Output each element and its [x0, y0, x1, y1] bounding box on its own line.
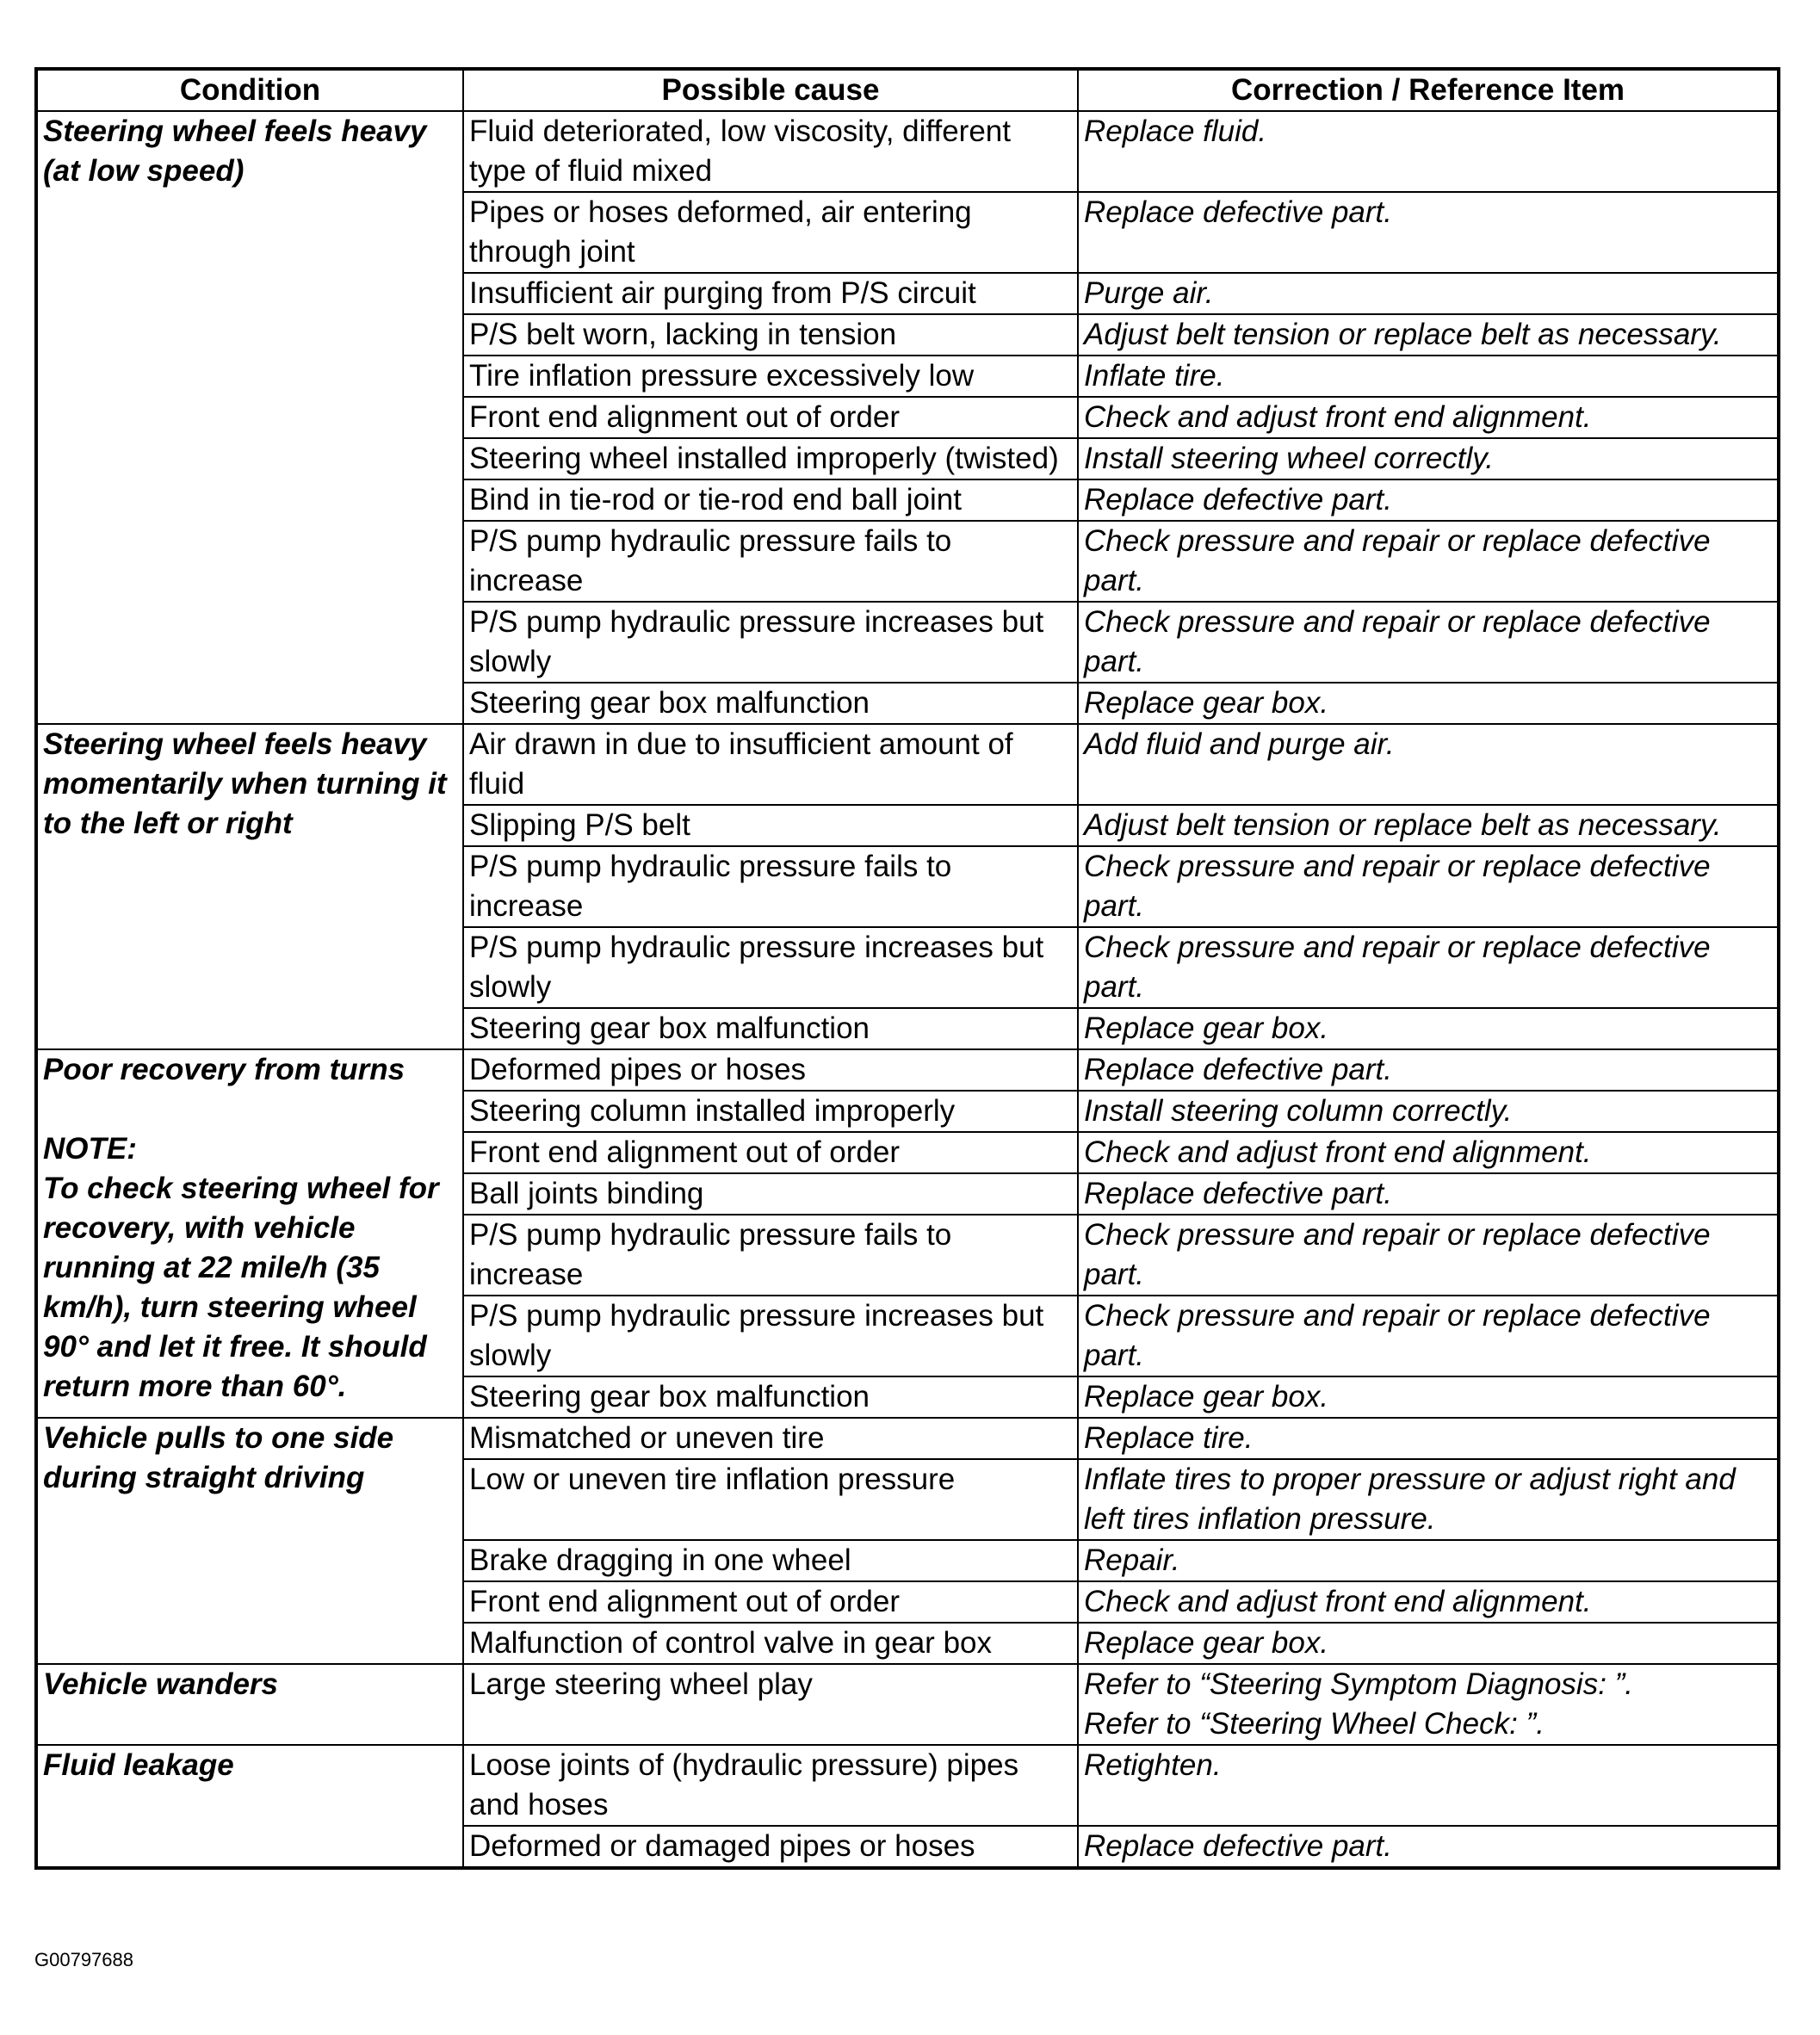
correction-text: Refer to “Steering Symptom Diagnosis: ”.: [1084, 1667, 1634, 1701]
table-row: [36, 1664, 1779, 1745]
correction-cell: [1078, 314, 1779, 356]
correction-text: Replace defective part.: [1084, 483, 1392, 516]
possible-cause-cell: Steering gear box malfunction: [463, 1008, 1078, 1049]
possible-cause-cell: Fluid deteriorated, low viscosity, different type of fluid mixed: [463, 111, 1078, 192]
note-label: NOTE:: [43, 1132, 137, 1166]
condition-cell: [36, 1049, 463, 1418]
table-row: [36, 1745, 1779, 1826]
possible-cause-cell: Steering column installed improperly: [463, 1091, 1078, 1132]
condition-text: Vehicle wanders: [43, 1667, 278, 1701]
correction-text: Check pressure and repair or replace defective part.: [1084, 605, 1711, 678]
correction-cell: [1078, 273, 1779, 314]
condition-cell: [36, 1745, 463, 1868]
correction-text: Replace gear box.: [1084, 1380, 1329, 1413]
correction-cell: [1078, 521, 1779, 602]
correction-cell: [1078, 1664, 1779, 1745]
possible-cause-cell: Slipping P/S belt: [463, 805, 1078, 846]
correction-text: Replace gear box.: [1084, 1626, 1329, 1660]
correction-text: Check pressure and repair or replace defective part.: [1084, 1218, 1711, 1291]
correction-text: Install steering column correctly.: [1084, 1094, 1513, 1128]
condition-cell: [36, 1664, 463, 1745]
possible-cause-cell: P/S belt worn, lacking in tension: [463, 314, 1078, 356]
table-row: [36, 1049, 1779, 1091]
correction-text: Inflate tire.: [1084, 359, 1225, 393]
correction-cell: [1078, 1826, 1779, 1868]
possible-cause-cell: Front end alignment out of order: [463, 1132, 1078, 1173]
correction-cell: [1078, 1008, 1779, 1049]
correction-text: Replace defective part.: [1084, 1829, 1392, 1863]
possible-cause-cell: Malfunction of control valve in gear box: [463, 1623, 1078, 1664]
header-possible-cause: Possible cause: [463, 69, 1078, 111]
correction-text: Inflate tires to proper pressure or adjust right and left tires inflation pressure.: [1084, 1463, 1736, 1536]
correction-text: Check and adjust front end alignment.: [1084, 1585, 1592, 1618]
correction-text: Check and adjust front end alignment.: [1084, 1135, 1592, 1169]
possible-cause-cell: P/S pump hydraulic pressure increases but slowly: [463, 1296, 1078, 1376]
correction-cell: [1078, 1132, 1779, 1173]
correction-text: Install steering wheel correctly.: [1084, 442, 1494, 475]
correction-text: Check pressure and repair or replace defective part.: [1084, 850, 1711, 923]
table-row: [36, 1418, 1779, 1459]
note-text: To check steering wheel for recovery, with vehicle running at 22 mile/h (35 km/h), turn steering wheel 90° and let it free. It should return more than 60°.: [43, 1172, 439, 1403]
correction-cell: [1078, 479, 1779, 521]
correction-text: Replace tire.: [1084, 1421, 1254, 1455]
correction-text: Repair.: [1084, 1543, 1180, 1577]
correction-text: Purge air.: [1084, 276, 1214, 310]
possible-cause-cell: Front end alignment out of order: [463, 1581, 1078, 1623]
correction-text: Replace gear box.: [1084, 686, 1329, 720]
possible-cause-cell: P/S pump hydraulic pressure increases but slowly: [463, 602, 1078, 683]
possible-cause-cell: P/S pump hydraulic pressure fails to increase: [463, 846, 1078, 927]
possible-cause-cell: P/S pump hydraulic pressure increases but slowly: [463, 927, 1078, 1008]
correction-cell: [1078, 1540, 1779, 1581]
correction-text: Check and adjust front end alignment.: [1084, 400, 1592, 434]
correction-text-secondary: Refer to “Steering Wheel Check: ”.: [1084, 1707, 1545, 1741]
correction-text: Adjust belt tension or replace belt as necessary.: [1084, 318, 1722, 351]
possible-cause-cell: Steering gear box malfunction: [463, 683, 1078, 724]
correction-text: Adjust belt tension or replace belt as necessary.: [1084, 808, 1722, 842]
possible-cause-cell: Air drawn in due to insufficient amount of fluid: [463, 724, 1078, 805]
table-row: [36, 724, 1779, 805]
header-condition: Condition: [36, 69, 463, 111]
correction-cell: [1078, 1215, 1779, 1296]
possible-cause-cell: Steering wheel installed improperly (twisted): [463, 438, 1078, 479]
possible-cause-cell: Brake dragging in one wheel: [463, 1540, 1078, 1581]
possible-cause-cell: P/S pump hydraulic pressure fails to increase: [463, 521, 1078, 602]
possible-cause-cell: Pipes or hoses deformed, air entering through joint: [463, 192, 1078, 273]
possible-cause-cell: Mismatched or uneven tire: [463, 1418, 1078, 1459]
condition-cell: [36, 1418, 463, 1664]
possible-cause-cell: Insufficient air purging from P/S circuit: [463, 273, 1078, 314]
correction-text: Retighten.: [1084, 1748, 1222, 1782]
correction-text: Replace defective part.: [1084, 1177, 1392, 1210]
possible-cause-cell: Deformed pipes or hoses: [463, 1049, 1078, 1091]
possible-cause-cell: Ball joints binding: [463, 1173, 1078, 1215]
correction-cell: [1078, 1049, 1779, 1091]
possible-cause-cell: Steering gear box malfunction: [463, 1376, 1078, 1418]
correction-cell: [1078, 192, 1779, 273]
possible-cause-cell: Loose joints of (hydraulic pressure) pipes and hoses: [463, 1745, 1078, 1826]
possible-cause-cell: Low or uneven tire inflation pressure: [463, 1459, 1078, 1540]
correction-text: Check pressure and repair or replace defective part.: [1084, 931, 1711, 1004]
possible-cause-cell: Front end alignment out of order: [463, 397, 1078, 438]
condition-text: Fluid leakage: [43, 1748, 234, 1782]
table-body: [36, 111, 1779, 1868]
possible-cause-cell: Large steering wheel play: [463, 1664, 1078, 1745]
diagnosis-table: [34, 67, 1780, 1870]
correction-text: Replace gear box.: [1084, 1011, 1329, 1045]
figure-code: G00797688: [34, 1949, 133, 1970]
header-row: [36, 69, 1779, 111]
possible-cause-cell: P/S pump hydraulic pressure fails to increase: [463, 1215, 1078, 1296]
correction-cell: [1078, 846, 1779, 927]
header-correction: Correction / Reference Item: [1078, 69, 1779, 111]
condition-cell: [36, 111, 463, 724]
correction-cell: [1078, 805, 1779, 846]
correction-cell: [1078, 1173, 1779, 1215]
correction-text: Check pressure and repair or replace defective part.: [1084, 1299, 1711, 1372]
correction-cell: [1078, 397, 1779, 438]
correction-cell: [1078, 111, 1779, 192]
possible-cause-cell: Deformed or damaged pipes or hoses: [463, 1826, 1078, 1868]
correction-cell: [1078, 1418, 1779, 1459]
correction-cell: [1078, 438, 1779, 479]
correction-cell: [1078, 1581, 1779, 1623]
correction-cell: [1078, 602, 1779, 683]
correction-text: Replace defective part.: [1084, 195, 1392, 229]
correction-cell: [1078, 1091, 1779, 1132]
correction-cell: [1078, 1296, 1779, 1376]
correction-cell: [1078, 1376, 1779, 1418]
correction-text: Replace fluid.: [1084, 114, 1267, 148]
correction-cell: [1078, 724, 1779, 805]
correction-text: Replace defective part.: [1084, 1053, 1392, 1086]
correction-cell: [1078, 356, 1779, 397]
correction-text: Check pressure and repair or replace defective part.: [1084, 524, 1711, 597]
condition-text: Poor recovery from turns: [43, 1053, 405, 1086]
condition-text: Vehicle pulls to one side during straight driving: [43, 1421, 394, 1494]
condition-text: Steering wheel feels heavy (at low speed): [43, 114, 427, 188]
correction-cell: [1078, 927, 1779, 1008]
possible-cause-cell: Tire inflation pressure excessively low: [463, 356, 1078, 397]
correction-cell: [1078, 683, 1779, 724]
condition-text: Steering wheel feels heavy momentarily when turning it to the left or right: [43, 727, 447, 840]
correction-cell: [1078, 1623, 1779, 1664]
table-row: [36, 111, 1779, 192]
correction-cell: [1078, 1745, 1779, 1826]
correction-text: Add fluid and purge air.: [1084, 727, 1395, 761]
possible-cause-cell: Bind in tie-rod or tie-rod end ball joint: [463, 479, 1078, 521]
correction-cell: [1078, 1459, 1779, 1540]
condition-cell: [36, 724, 463, 1049]
